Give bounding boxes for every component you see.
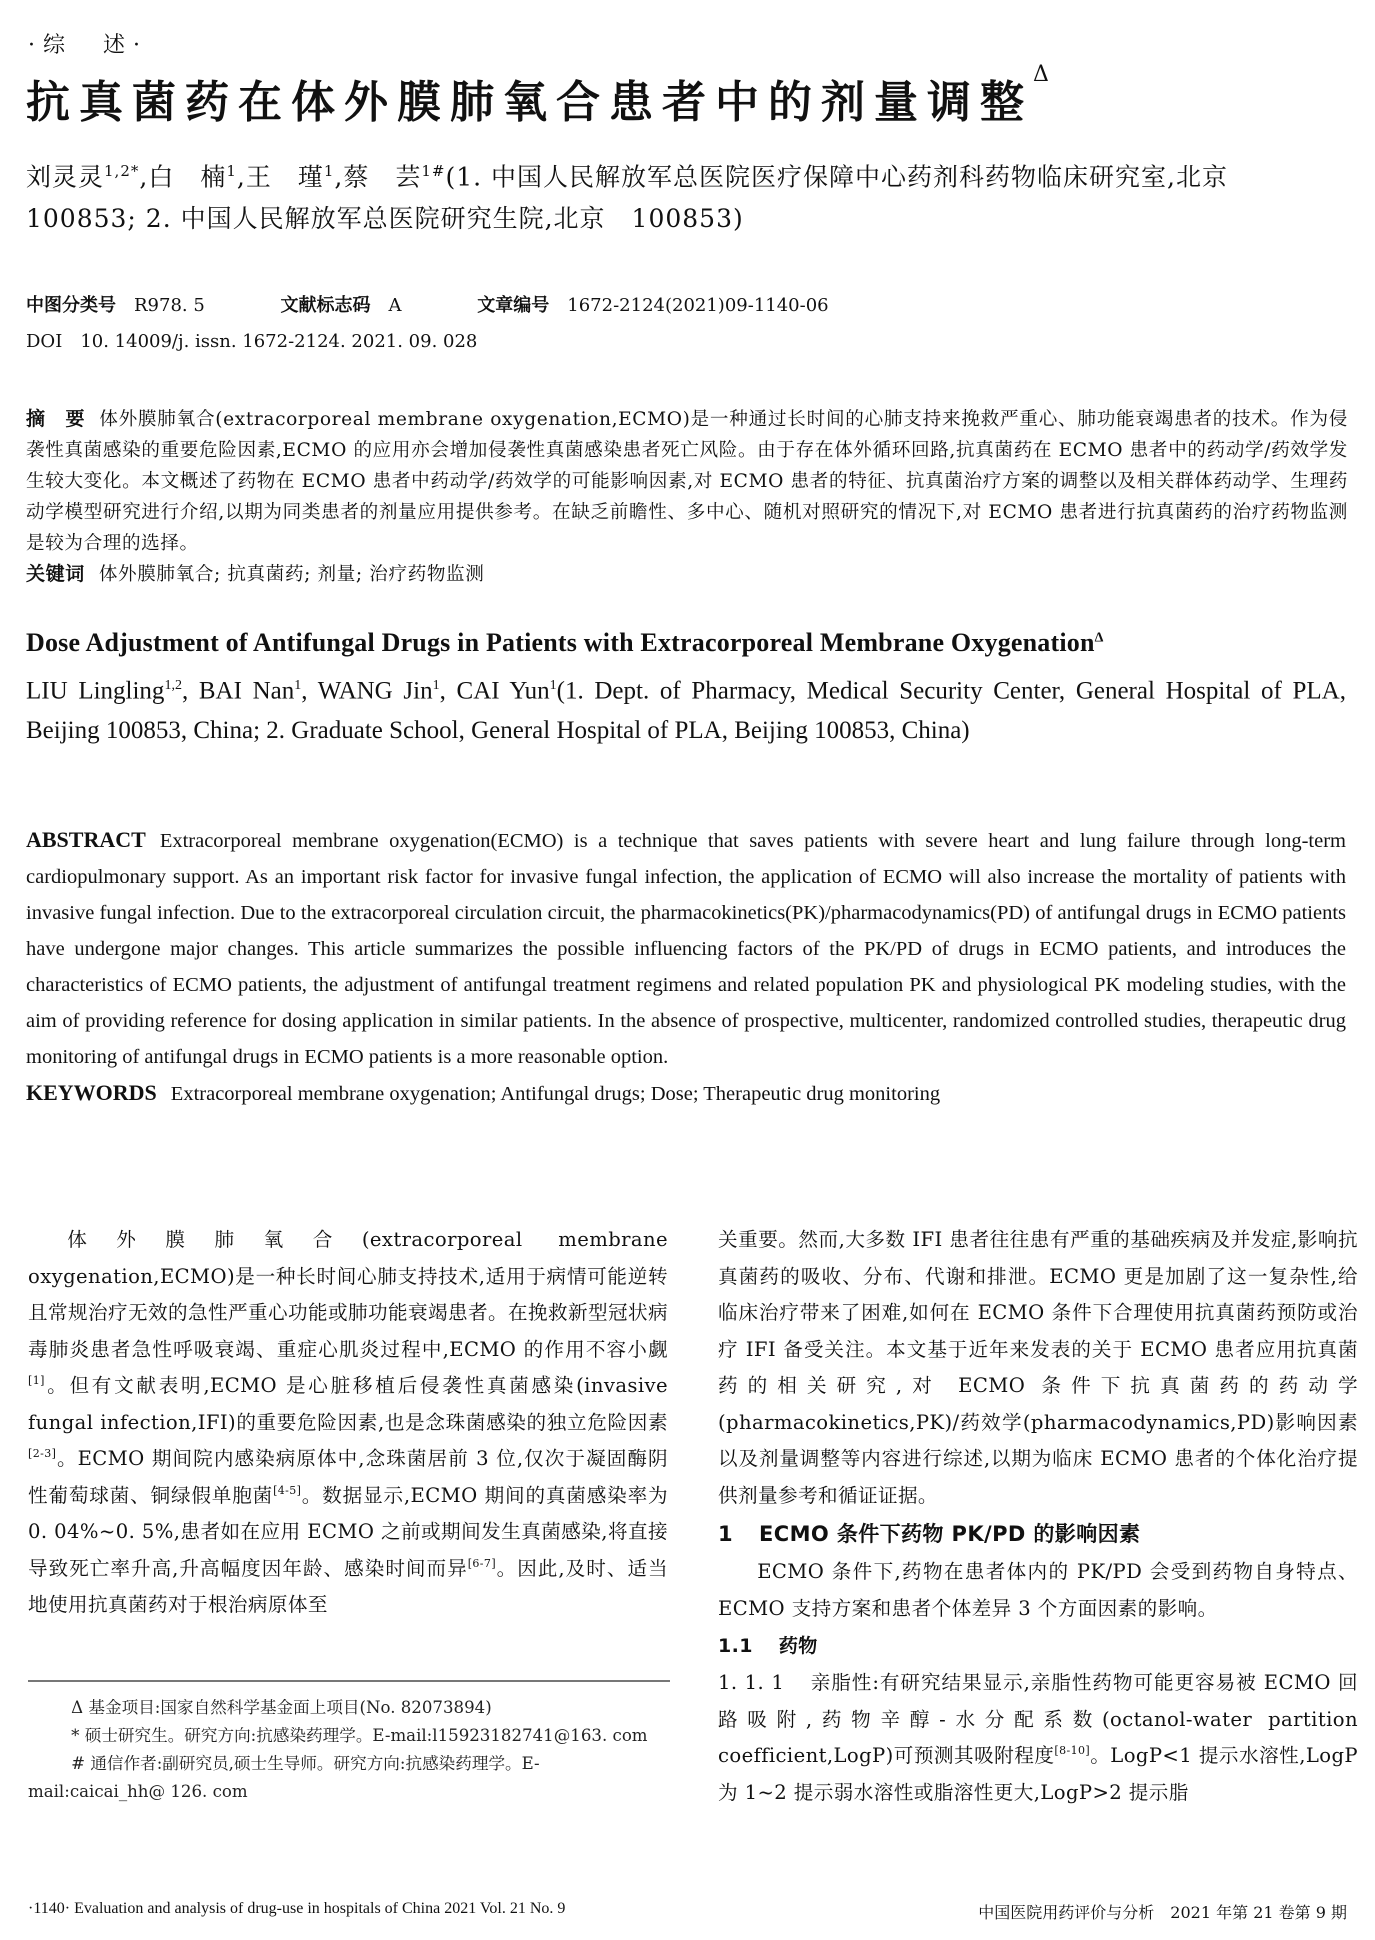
section-1-paragraph: ECMO 条件下,药物在患者体内的 PK/PD 会受到药物自身特点、ECMO 支持方案和患者个体差异 3 个方面因素的影响。: [718, 1560, 1358, 1620]
title-fund-mark: Δ: [1033, 62, 1049, 87]
article-no-label: 文章编号: [477, 295, 550, 316]
author-name: 蔡 芸: [343, 162, 422, 192]
text-run: 。ECMO 期间院内感染病原体中,念珠菌居前 3 位,仅次于凝固酶阴性葡萄球菌、铜绿假单胞菌: [28, 1447, 668, 1507]
doi-label: DOI: [26, 331, 63, 352]
title-en-fund-mark: Δ: [1094, 630, 1104, 646]
keywords-en-text: Extracorporeal membrane oxygenation; Antifungal drugs; Dose; Therapeutic drug monitoring: [170, 1083, 941, 1105]
keywords-cn-text: 体外膜肺氧合; 抗真菌药; 剂量; 治疗药物监测: [98, 564, 485, 585]
doi-value[interactable]: 10. 14009/j. issn. 1672-2124. 2021. 09. 028: [80, 331, 478, 352]
author-affil-sup: 1: [432, 678, 440, 693]
citation-ref[interactable]: [6-7]: [467, 1556, 497, 1570]
body-column-left: [28, 1222, 668, 1624]
article-title-en: [26, 628, 1104, 658]
doc-code-label: 文献标志码: [280, 295, 371, 316]
meta-row-1: [26, 288, 1356, 324]
author-affil-sup: 1,2: [164, 678, 182, 693]
citation-ref[interactable]: [8-10]: [1054, 1744, 1091, 1757]
author-name: 白 楠: [148, 162, 227, 192]
citation-ref[interactable]: [1]: [28, 1374, 45, 1387]
abstract-en-body: [26, 822, 1346, 1075]
title-en-text: Dose Adjustment of Antifungal Drugs in Patients with Extracorporeal Membrane Oxygenation: [26, 628, 1095, 657]
text-run: 体外膜肺氧合(extracorporeal membrane oxygenation,ECMO)是一种长时间心肺支持技术,适用于病情可能逆转且常规治疗无效的急性严重心功能或肺功能衰竭患者。在挽救新型冠状病毒肺炎患者急性呼吸衰竭、重症心肌炎过程中,ECMO 的作用不容小觑: [28, 1228, 668, 1361]
footnote-first-author: * 硕士研究生。研究方向:抗感染药理学。E-mail:l15923182741@163. com: [71, 1726, 648, 1745]
body-column-right: [718, 1222, 1358, 1811]
author-name-en: LIU Lingling: [26, 677, 165, 705]
keywords-cn: [26, 559, 1348, 590]
keywords-cn-label: 关键词: [26, 563, 85, 585]
section-title: ECMO 条件下药物 PK/PD 的影响因素: [759, 1522, 1141, 1546]
abstract-en: [26, 822, 1346, 1112]
text-run: 。LogP<1 提示水溶性,LogP 为 1~2 提示弱水溶性或脂溶性更大,LogP>2 提示脂: [718, 1744, 1359, 1804]
keywords-en-label: KEYWORDS: [26, 1080, 157, 1105]
text-run: 。因此,及时、适当地使用抗真菌药对于根治病原体至: [28, 1556, 669, 1616]
author-affil-sup: 1: [294, 678, 302, 693]
section-title: 药物: [778, 1635, 818, 1657]
affiliation-en: (1. Dept. of Pharmacy, Medical Security Center, General Hospital of PLA, Beijing 100853, China; 2. Graduate School, General Hospital of PLA, Beijing 100853, China): [26, 677, 1346, 745]
text-run: 。数据显示,ECMO 期间的真菌感染率为 0. 04%~0. 5%,患者如在应用 ECMO 之前或期间发生真菌感染,将直接导致死亡率升高,升高幅度因年龄、感染时间而异: [28, 1483, 668, 1580]
section-number: 1.1: [718, 1635, 753, 1657]
citation-ref[interactable]: [2-3]: [28, 1447, 57, 1460]
doc-code-value: A: [388, 295, 402, 316]
meta-row-2: [26, 324, 1356, 360]
page-footer-right: 中国医院用药评价与分析 2021 年第 21 卷第 9 期: [978, 1903, 1347, 1922]
footnotes: [28, 1694, 664, 1806]
abstract-cn-body: [26, 404, 1348, 559]
author-affil-sup: 1: [323, 162, 335, 180]
clc-label: 中图分类号: [26, 295, 116, 316]
section-heading-1-1: [718, 1627, 1358, 1665]
text-run: 。但有文献表明,ECMO 是心脏移植后侵袭性真菌感染(invasive fungal infection,IFI)的重要危险因素,也是念珠菌感染的独立危险因素: [28, 1374, 668, 1434]
author-name-en: WANG Jin: [317, 677, 433, 705]
authors-cn: 刘灵灵$^{1,2*}$,白 楠$^1$,王 瑾$^1$,蔡 芸$^{1\#}$(1. 中国人民解放军总医院医疗保障中心药剂科药物临床研究室,北京 100853; 2. 中国人民解放军总医院研究生院,北京 100853): [26, 162, 1255, 234]
footnote-divider: [28, 1680, 670, 1682]
page-footer-left: ·1140· Evaluation and analysis of drug-use in hospitals of China 2021 Vol. 21 No. 9: [28, 1900, 566, 1917]
keywords-en: [26, 1075, 1346, 1112]
footnote-corresponding: # 通信作者:副研究员,硕士生导师。研究方向:抗感染药理学。E-mail:caicai_hh@ 126. com: [28, 1754, 540, 1801]
subsection-1-1-1-paragraph: [718, 1665, 1358, 1811]
author-name: 王 瑾: [245, 162, 324, 192]
intro-paragraph-cont: 关重要。然而,大多数 IFI 患者往往患有严重的基础疾病及并发症,影响抗真菌药的吸收、分布、代谢和排泄。ECMO 更是加剧了这一复杂性,给临床治疗带来了困难,如何在 ECMO 条件下合理使用抗真菌药预防或治疗 IFI 备受关注。本文基于近年来发表的关于 ECMO 患者应用抗真菌药的相关研究,对 ECMO 条件下抗真菌药的药动学(pharmacokinetics,PK)/药效学(pharmacodynamics,PD)影响因素以及剂量调整等内容进行综述,以期为临床 ECMO 患者的个体化治疗提供剂量参考和循证证据。: [718, 1228, 1358, 1507]
abstract-cn: [26, 404, 1348, 590]
title-cn-text: 抗真菌药在体外膜肺氧合患者中的剂量调整: [26, 77, 1033, 128]
author-name-en: BAI Nan: [198, 677, 295, 705]
abstract-cn-label: 摘 要: [26, 408, 86, 430]
section-number: 1: [718, 1522, 734, 1546]
author-affil-sup: 1#: [421, 162, 446, 180]
article-no-value: 1672-2124(2021)09-1140-06: [567, 295, 829, 316]
authors-en: LIU Lingling$^{1,2}$, BAI Nan$^1$, WANG Jin$^1$, CAI Yun$^1$(1. Dept. of Pharmacy, Medical Security Center, General Hospital of PLA, Beijing 100853, China; 2. Graduate School, General Hospital of PLA, Beijing 100853, China): [26, 677, 1346, 745]
article-meta: [26, 288, 1356, 360]
abstract-cn-text: 体外膜肺氧合(extracorporeal membrane oxygenation,ECMO)是一种通过长时间的心肺支持来挽救严重心、肺功能衰竭患者的技术。作为侵袭性真菌感染的重要危险因素,ECMO 的应用亦会增加侵袭性真菌感染患者死亡风险。由于存在体外循环回路,抗真菌药在 ECMO 患者中的药动学/药效学发生较大变化。本文概述了药物在 ECMO 患者中药动学/药效学的可能影响因素,对 ECMO 患者的特征、抗真菌治疗方案的调整以及相关群体药动学、生理药动学模型研究进行介绍,以期为同类患者的剂量应用提供参考。在缺乏前瞻性、多中心、随机对照研究的情况下,对 ECMO 患者进行抗真菌药的治疗药物监测是较为合理的选择。: [26, 409, 1348, 554]
affiliation-cn: (1. 中国人民解放军总医院医疗保障中心药剂科药物临床研究室,北京 100853; 2. 中国人民解放军总医院研究生院,北京 100853): [26, 162, 1255, 234]
article-title-cn: [26, 62, 1049, 130]
text-run: 亲脂性:有研究结果显示,亲脂性药物可能更容易被 ECMO 回路吸附,药物辛醇-水分配系数(octanol-water partition coefficient,LogP)可预测其吸附程度: [718, 1671, 1358, 1767]
clc-value: R978. 5: [134, 295, 205, 316]
section-heading-1: [718, 1514, 1358, 1554]
intro-paragraph: [28, 1222, 668, 1624]
section-tag: ·综 述·: [28, 33, 148, 58]
author-name: 刘灵灵: [26, 162, 105, 192]
author-affil-sup: 1: [226, 162, 237, 180]
author-affil-sup: 1: [549, 678, 557, 693]
citation-ref[interactable]: [4-5]: [273, 1483, 302, 1497]
abstract-en-text: Extracorporeal membrane oxygenation(ECMO) is a technique that saves patients with severe heart and lung failure through long-term cardiopulmonary support. As an important risk factor for invasive fungal infection, the application of ECMO will also increase the mortality of patients with invasive fungal infection. Due to the extracorporeal circulation circuit, the pharmacokinetics(PK)/pharmacodynamics(PD) of antifungal drugs in ECMO patients have undergone major changes. This article summarizes the possible influencing factors of the PK/PD of drugs in ECMO patients, and introduces the characteristics of ECMO patients, the adjustment of antifungal treatment regimens and related population PK and physiological PK modeling studies, with the aim of providing reference for dosing application in similar patients. In the absence of prospective, multicenter, randomized controlled studies, therapeutic drug monitoring of antifungal drugs in ECMO patients is a more reasonable option.: [26, 830, 1346, 1068]
footnote-fund: Δ 基金项目:国家自然科学基金面上项目(No. 82073894): [71, 1698, 492, 1717]
author-name-en: CAI Yun: [456, 677, 550, 705]
abstract-en-label: ABSTRACT: [26, 827, 146, 852]
subsection-number: 1. 1. 1: [718, 1671, 785, 1694]
author-affil-sup: 1,2*: [104, 162, 140, 180]
